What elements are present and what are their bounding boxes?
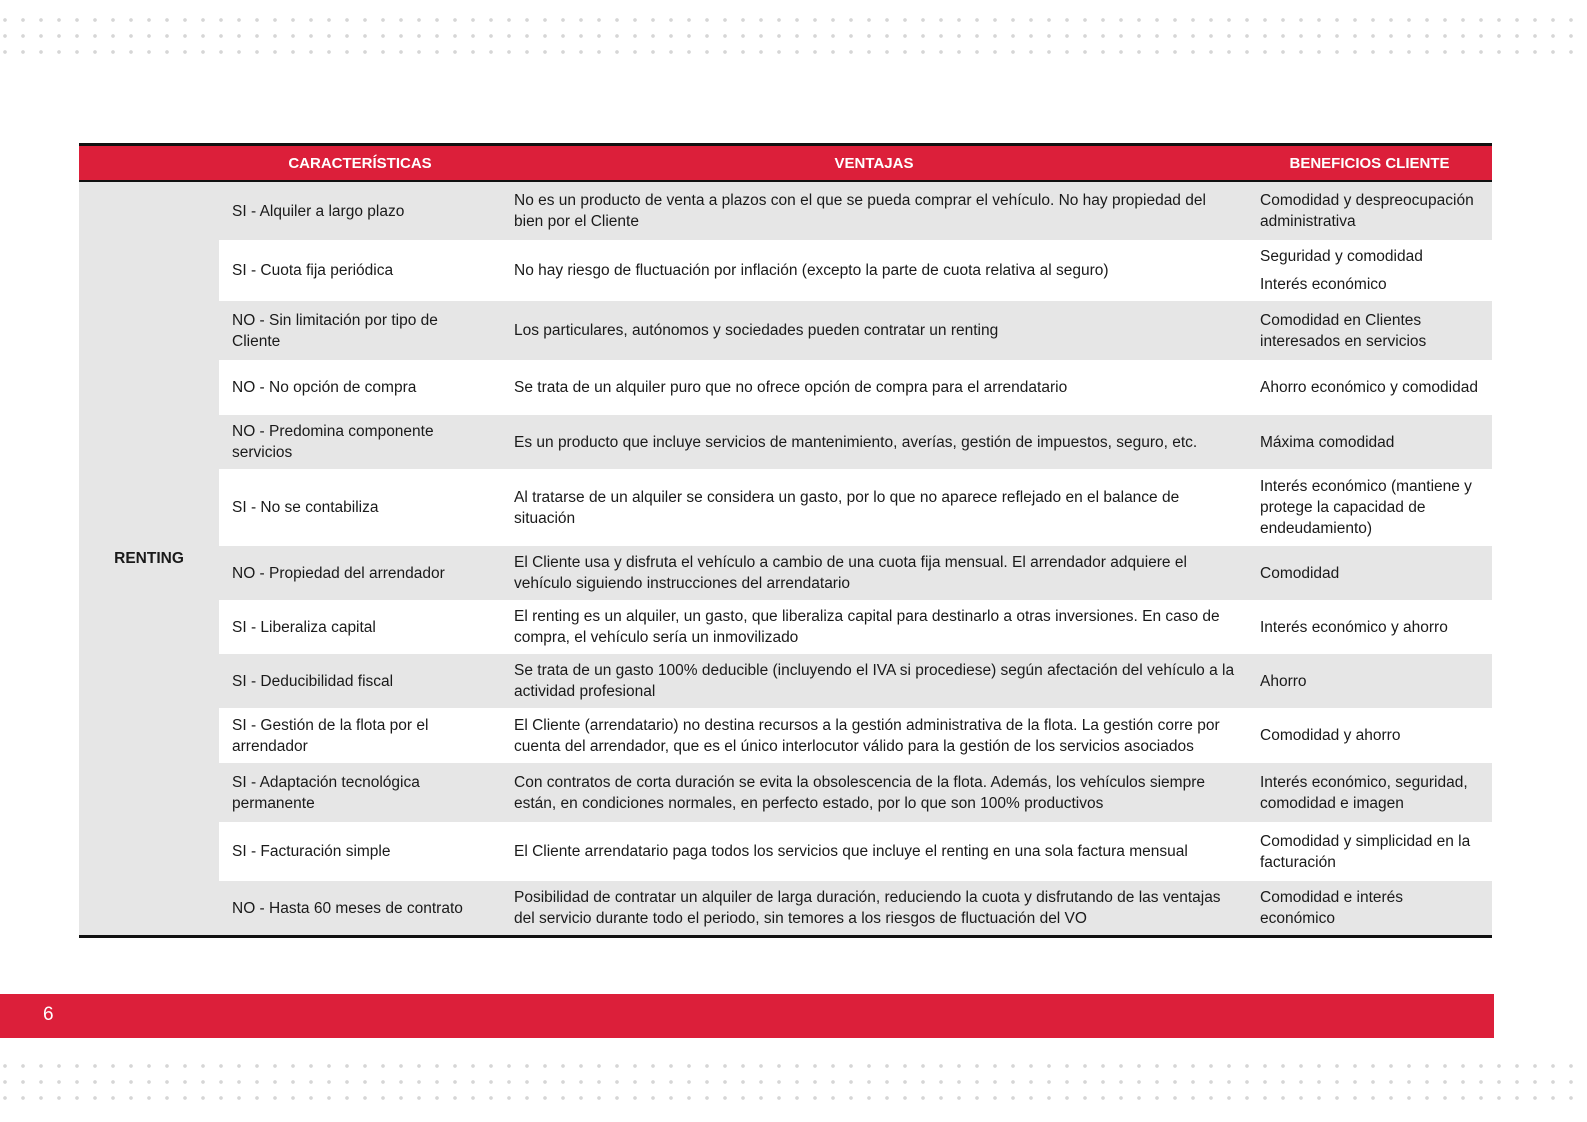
- characteristic-cell: SI - No se contabiliza: [219, 469, 501, 546]
- header-benefits: BENEFICIOS CLIENTE: [1247, 145, 1492, 182]
- benefit-text: Máxima comodidad: [1260, 433, 1395, 451]
- advantage-cell: No hay riesgo de fluctuación por inflación (excepto la parte de cuota relativa al seguro): [501, 240, 1247, 301]
- advantage-cell: Se trata de un gasto 100% deducible (incluyendo el IVA si procediese) según afectación del vehículo a la actividad profesional: [501, 654, 1247, 708]
- table-row: [79, 240, 1492, 301]
- benefit-cell: [1247, 881, 1492, 937]
- table-row: [79, 708, 1492, 763]
- characteristic-cell: SI - Deducibilidad fiscal: [219, 654, 501, 708]
- advantage-cell: No es un producto de venta a plazos con el que se pueda comprar el vehículo. No hay propiedad del bien por el Cliente: [501, 181, 1247, 240]
- group-label: RENTING: [79, 181, 219, 937]
- characteristic-cell: SI - Adaptación tecnológica permanente: [219, 763, 501, 822]
- advantage-cell: Al tratarse de un alquiler se considera un gasto, por lo que no aparece reflejado en el balance de situación: [501, 469, 1247, 546]
- benefit-cell: [1247, 546, 1492, 600]
- advantage-cell: El renting es un alquiler, un gasto, que liberaliza capital para destinarlo a otras inversiones. En caso de compra, el vehículo sería un inmovilizado: [501, 600, 1247, 654]
- characteristic-cell: NO - Sin limitación por tipo de Cliente: [219, 301, 501, 360]
- advantage-cell: El Cliente arrendatario paga todos los servicios que incluye el renting en una sola factura mensual: [501, 822, 1247, 881]
- table-header-row: [79, 145, 1492, 182]
- benefit-text: Interés económico, seguridad, comodidad e imagen: [1260, 773, 1468, 812]
- characteristic-cell: SI - Facturación simple: [219, 822, 501, 881]
- advantage-cell: Con contratos de corta duración se evita la obsolescencia de la flota. Además, los vehículos siempre están, en condiciones normales, en perfecto estado, por lo que son 100% productivos: [501, 763, 1247, 822]
- dot-pattern-top: [0, 12, 1587, 60]
- benefit-text: Seguridad y comodidad: [1260, 248, 1423, 265]
- table-body: [79, 181, 1492, 937]
- benefit-cell: [1247, 654, 1492, 708]
- benefit-text: Comodidad y simplicidad en la facturación: [1260, 832, 1471, 871]
- characteristic-cell: SI - Cuota fija periódica: [219, 240, 501, 301]
- benefit-text: Comodidad en Clientes interesados en servicios: [1260, 311, 1427, 350]
- benefit-text: Interés económico y ahorro: [1260, 618, 1448, 636]
- advantage-cell: Los particulares, autónomos y sociedades pueden contratar un renting: [501, 301, 1247, 360]
- characteristic-cell: NO - No opción de compra: [219, 360, 501, 415]
- table-row: [79, 546, 1492, 600]
- table-row: [79, 301, 1492, 360]
- advantage-cell: Se trata de un alquiler puro que no ofrece opción de compra para el arrendatario: [501, 360, 1247, 415]
- characteristic-cell: NO - Predomina componente servicios: [219, 415, 501, 469]
- table-row: [79, 822, 1492, 881]
- benefit-text: Comodidad y despreocupación administrativa: [1260, 192, 1474, 230]
- header-advantages: VENTAJAS: [501, 145, 1247, 182]
- characteristic-cell: NO - Hasta 60 meses de contrato: [219, 881, 501, 937]
- page-number: 6: [43, 1004, 54, 1025]
- benefit-text: Interés económico: [1260, 276, 1387, 293]
- benefit-text: Comodidad: [1260, 564, 1340, 582]
- benefit-cell: [1247, 708, 1492, 763]
- benefit-cell: [1247, 301, 1492, 360]
- header-empty: [79, 145, 219, 182]
- header-characteristics: CARACTERÍSTICAS: [219, 145, 501, 182]
- benefit-cell: [1247, 822, 1492, 881]
- benefit-cell: [1247, 181, 1492, 240]
- benefit-cell: [1247, 415, 1492, 469]
- renting-table-container: [79, 143, 1492, 938]
- table-row: [79, 654, 1492, 708]
- benefit-text: Ahorro económico y comodidad: [1260, 379, 1478, 396]
- characteristic-cell: NO - Propiedad del arrendador: [219, 546, 501, 600]
- characteristic-cell: SI - Gestión de la flota por el arrendador: [219, 708, 501, 763]
- benefit-cell: [1247, 469, 1492, 546]
- benefit-text: Interés económico (mantiene y protege la capacidad de endeudamiento): [1260, 478, 1472, 537]
- table-row: [79, 415, 1492, 469]
- advantage-cell: Posibilidad de contratar un alquiler de larga duración, reduciendo la cuota y disfrutando de las ventajas del servicio durante todo el periodo, sin temores a los riesgos de fluctuación del VO: [501, 881, 1247, 937]
- benefit-cell: [1247, 600, 1492, 654]
- advantage-cell: El Cliente (arrendatario) no destina recursos a la gestión administrativa de la flota. La gestión corre por cuenta del arrendador, que es el único interlocutor válido para la gestión de los servicios asociados: [501, 708, 1247, 763]
- advantage-cell: El Cliente usa y disfruta el vehículo a cambio de una cuota fija mensual. El arrendador adquiere el vehículo siguiendo instrucciones del arrendatario: [501, 546, 1247, 600]
- table-row: [79, 181, 1492, 240]
- characteristic-cell: SI - Alquiler a largo plazo: [219, 181, 501, 240]
- characteristic-cell: SI - Liberaliza capital: [219, 600, 501, 654]
- advantage-cell: Es un producto que incluye servicios de mantenimiento, averías, gestión de impuestos, seguro, etc.: [501, 415, 1247, 469]
- benefit-cell: [1247, 240, 1492, 301]
- table-row: [79, 600, 1492, 654]
- table-row: [79, 881, 1492, 937]
- benefit-text: Ahorro: [1260, 672, 1307, 690]
- table-row: [79, 763, 1492, 822]
- benefit-text: Comodidad y ahorro: [1260, 727, 1401, 744]
- dot-pattern-bottom: [0, 1058, 1587, 1106]
- benefit-cell: [1247, 763, 1492, 822]
- table-row: [79, 469, 1492, 546]
- table-row: [79, 360, 1492, 415]
- benefit-text: Comodidad e interés económico: [1260, 889, 1404, 927]
- benefit-cell: [1247, 360, 1492, 415]
- renting-table: [79, 143, 1492, 938]
- footer-bar: [0, 994, 1494, 1038]
